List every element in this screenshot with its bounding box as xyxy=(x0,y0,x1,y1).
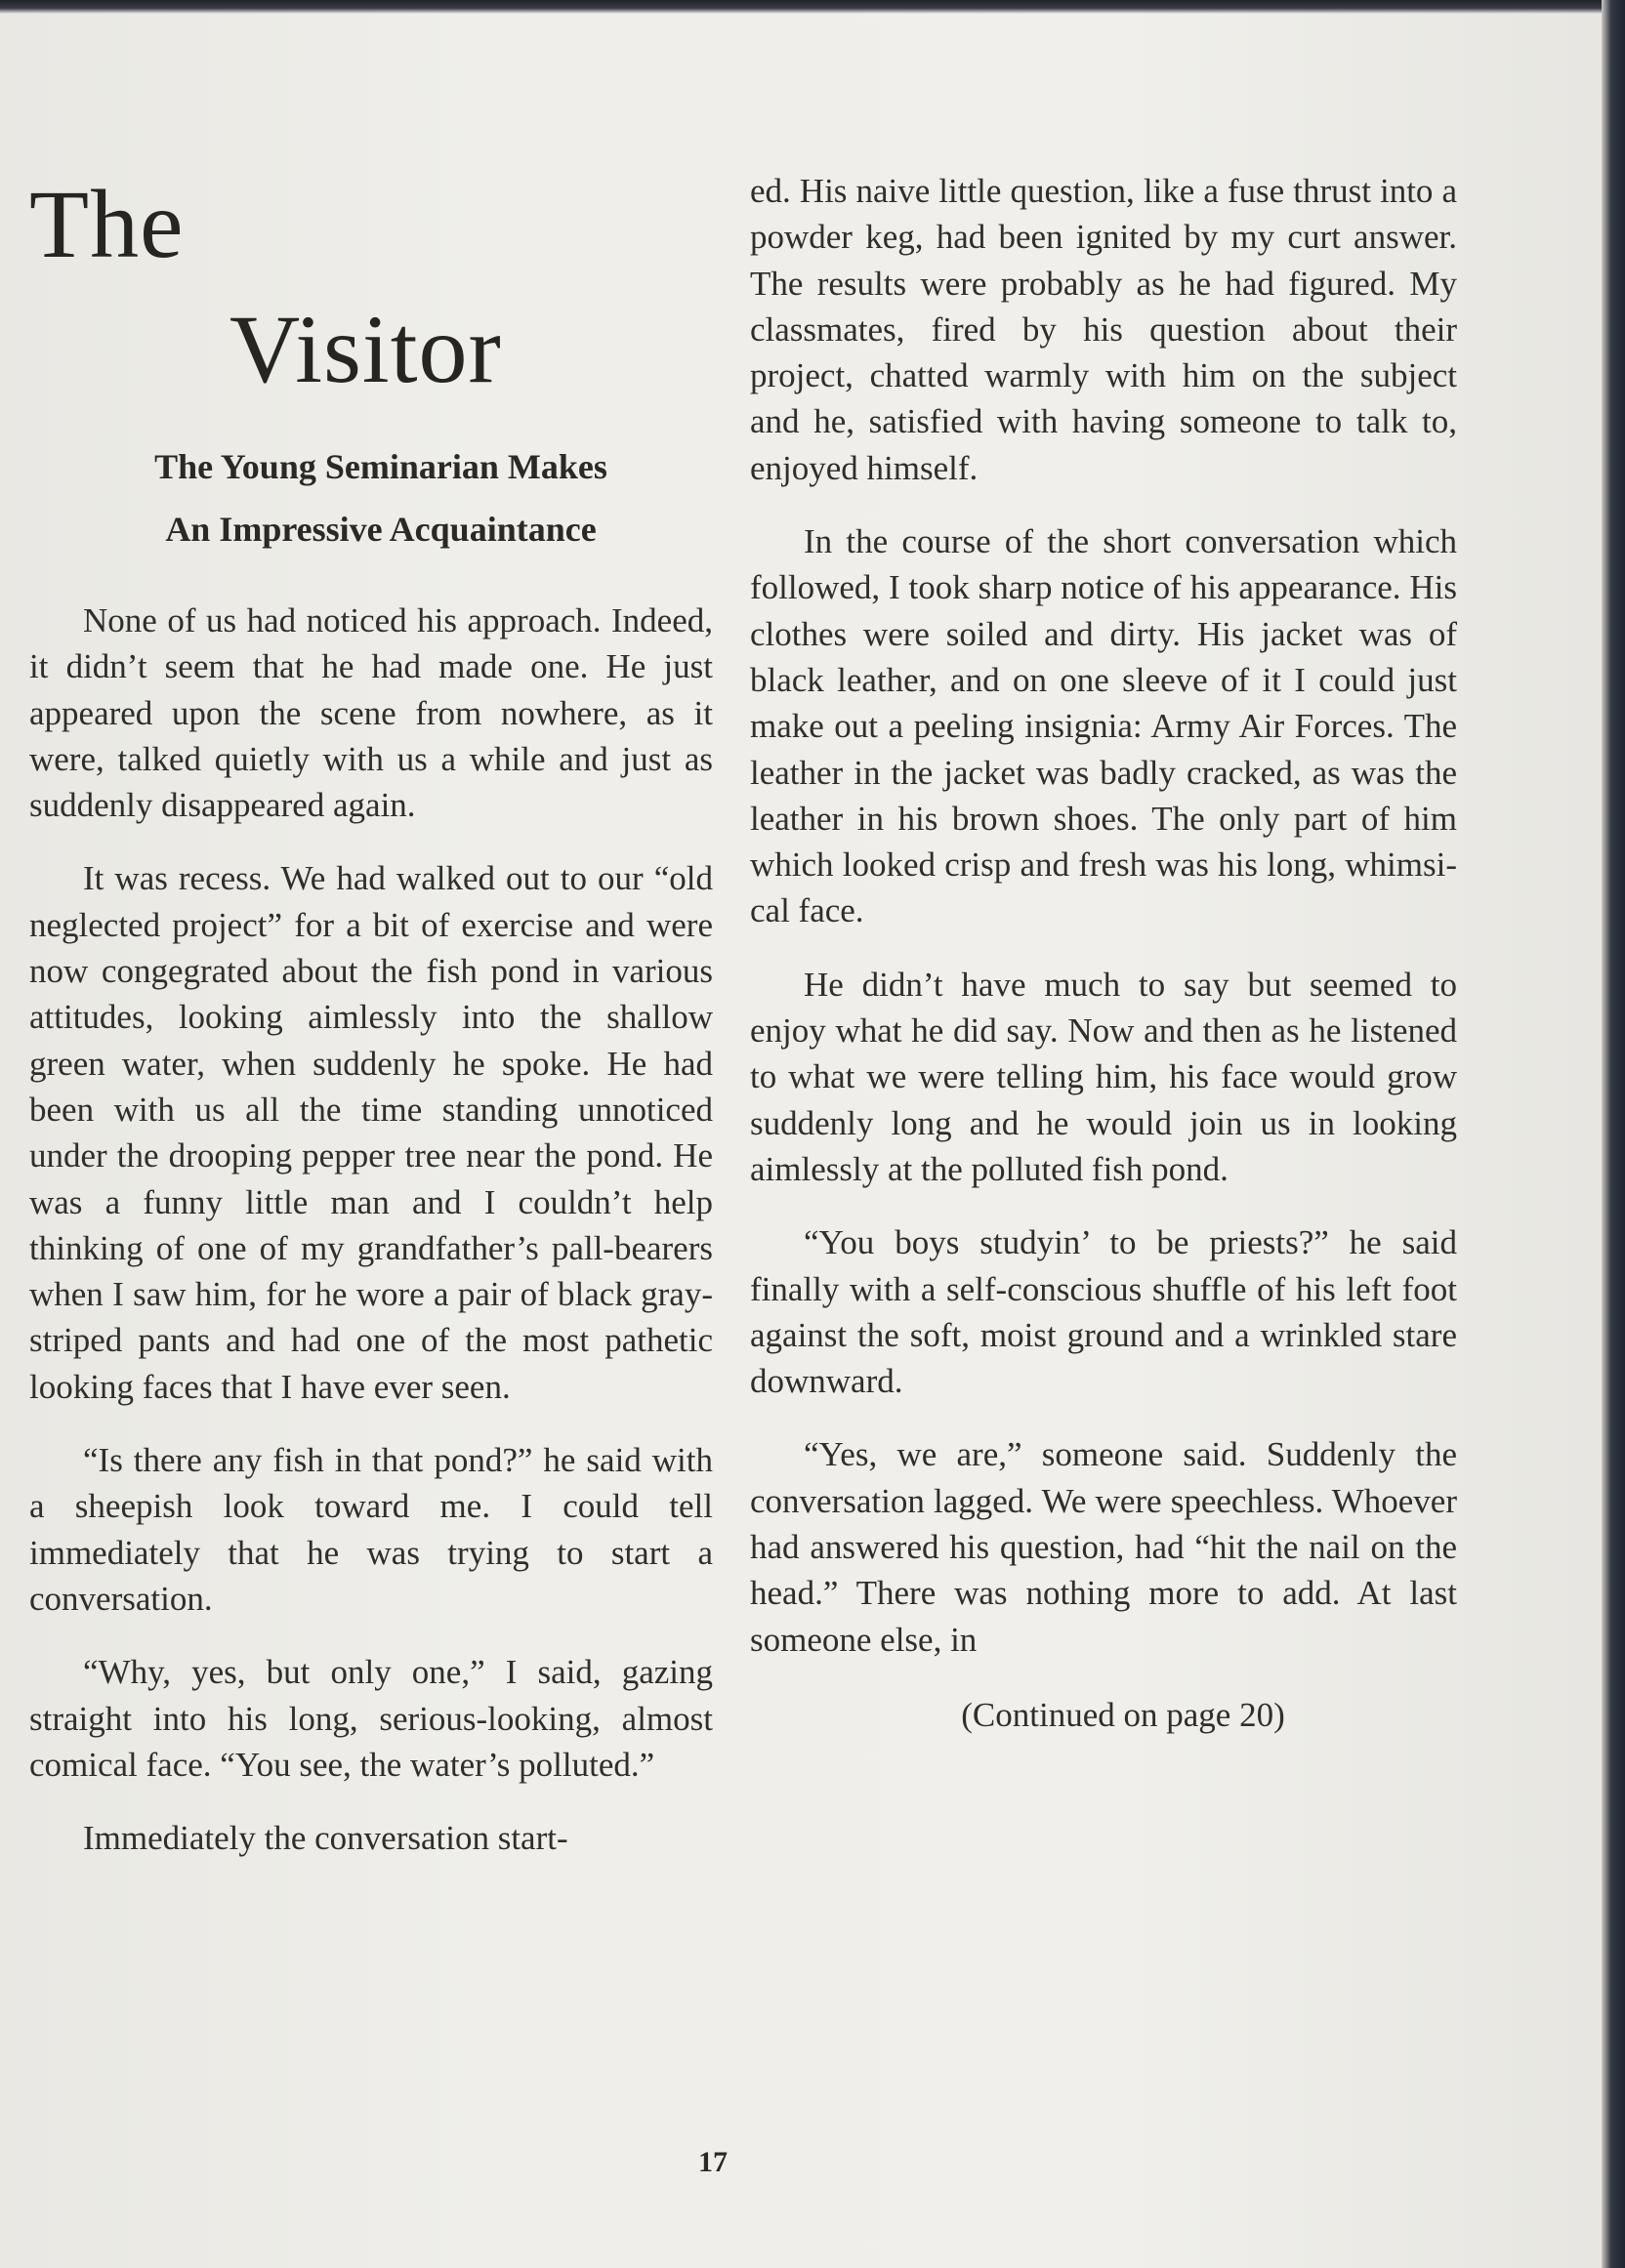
paragraph: Immediately the conversation start- xyxy=(83,1819,568,1858)
subtitle-line2: An Impressive Acquaintance xyxy=(165,510,597,549)
article-subtitle xyxy=(29,435,713,560)
page-top-edge xyxy=(0,0,1625,14)
subtitle-line1: The Young Seminarian Makes xyxy=(154,447,607,486)
article-title-line1: The xyxy=(29,170,185,278)
article-title-line2: Visitor xyxy=(229,295,502,403)
paragraph: “Yes, we are,” someone said. Suddenly the conversation lagged. We were speechless. Whoever had answered his question, had “hit the nail on the head.” There was nothing more to add. At last someone else, in xyxy=(750,1435,1457,1659)
page-number: 17 xyxy=(698,2146,728,2178)
paragraph: “Why, yes, but only one,” I said, gazing straight into his long, serious-looking, almost comical face. “You see, the water’s polluted.” xyxy=(29,1653,713,1784)
binding-edge xyxy=(1602,0,1625,2268)
paragraph: In the course of the short conversation which followed, I took sharp notice of his appearance. His clothes were soiled and dirty. His jacket was of black leather, and on one sleeve of it I could just make out a peeling insignia: Army Air Forces. The leather in the jacket was badly cracked, as was the leather in his brown shoes. The only part of him which looked crisp and fresh was his long, whimsical face. xyxy=(750,522,1457,930)
paragraph: He didn’t have much to say but seemed to enjoy what he did say. Now and then as he listened to what we were telling him, his face would grow suddenly long and he would join us in looking aimlessly at the polluted fish pond. xyxy=(750,965,1457,1188)
right-column xyxy=(750,168,1457,1735)
left-column xyxy=(29,170,713,1888)
continued-note: (Continued on page 20) xyxy=(961,1695,1285,1734)
paragraph: “Is there any fish in that pond?” he said with a sheepish look toward me. I could tell immediately that he was trying to start a conversation. xyxy=(29,1441,713,1618)
paragraph: “You boys studyin’ to be priests?” he said finally with a self-conscious shuffle of his left foot against the soft, moist ground and a wrinkled stare downward. xyxy=(750,1223,1457,1401)
paragraph: It was recess. We had walked out to our “old neglected project” for a bit of exercise and were now congegrated about the fish pond in various attitudes, looking aimlessly into the shallow green water, when suddenly he spoke. He had been with us all the time standing unnoticed under the drooping pepper tree near the pond. He was a funny little man and I couldn’t help thinking of one of my grandfather’s pall-bearers when I saw him, for he wore a pair of black gray-striped pants and had one of the most pathetic looking faces that I have ever seen. xyxy=(29,859,713,1406)
paragraph: ed. His naive little question, like a fuse thrust into a powder keg, had been ignited by my curt answer. The results were probably as he had figured. My classmates, fired by his question about their project, chatted warmly with him on the subject and he, satisfied with having someone to talk to, enjoyed himself. xyxy=(750,172,1457,487)
paragraph: None of us had noticed his approach. Indeed, it didn’t seem that he had made one. He just appeared upon the scene from nowhere, as it were, talked quietly with us a while and just as suddenly disappeared again. xyxy=(29,601,713,825)
